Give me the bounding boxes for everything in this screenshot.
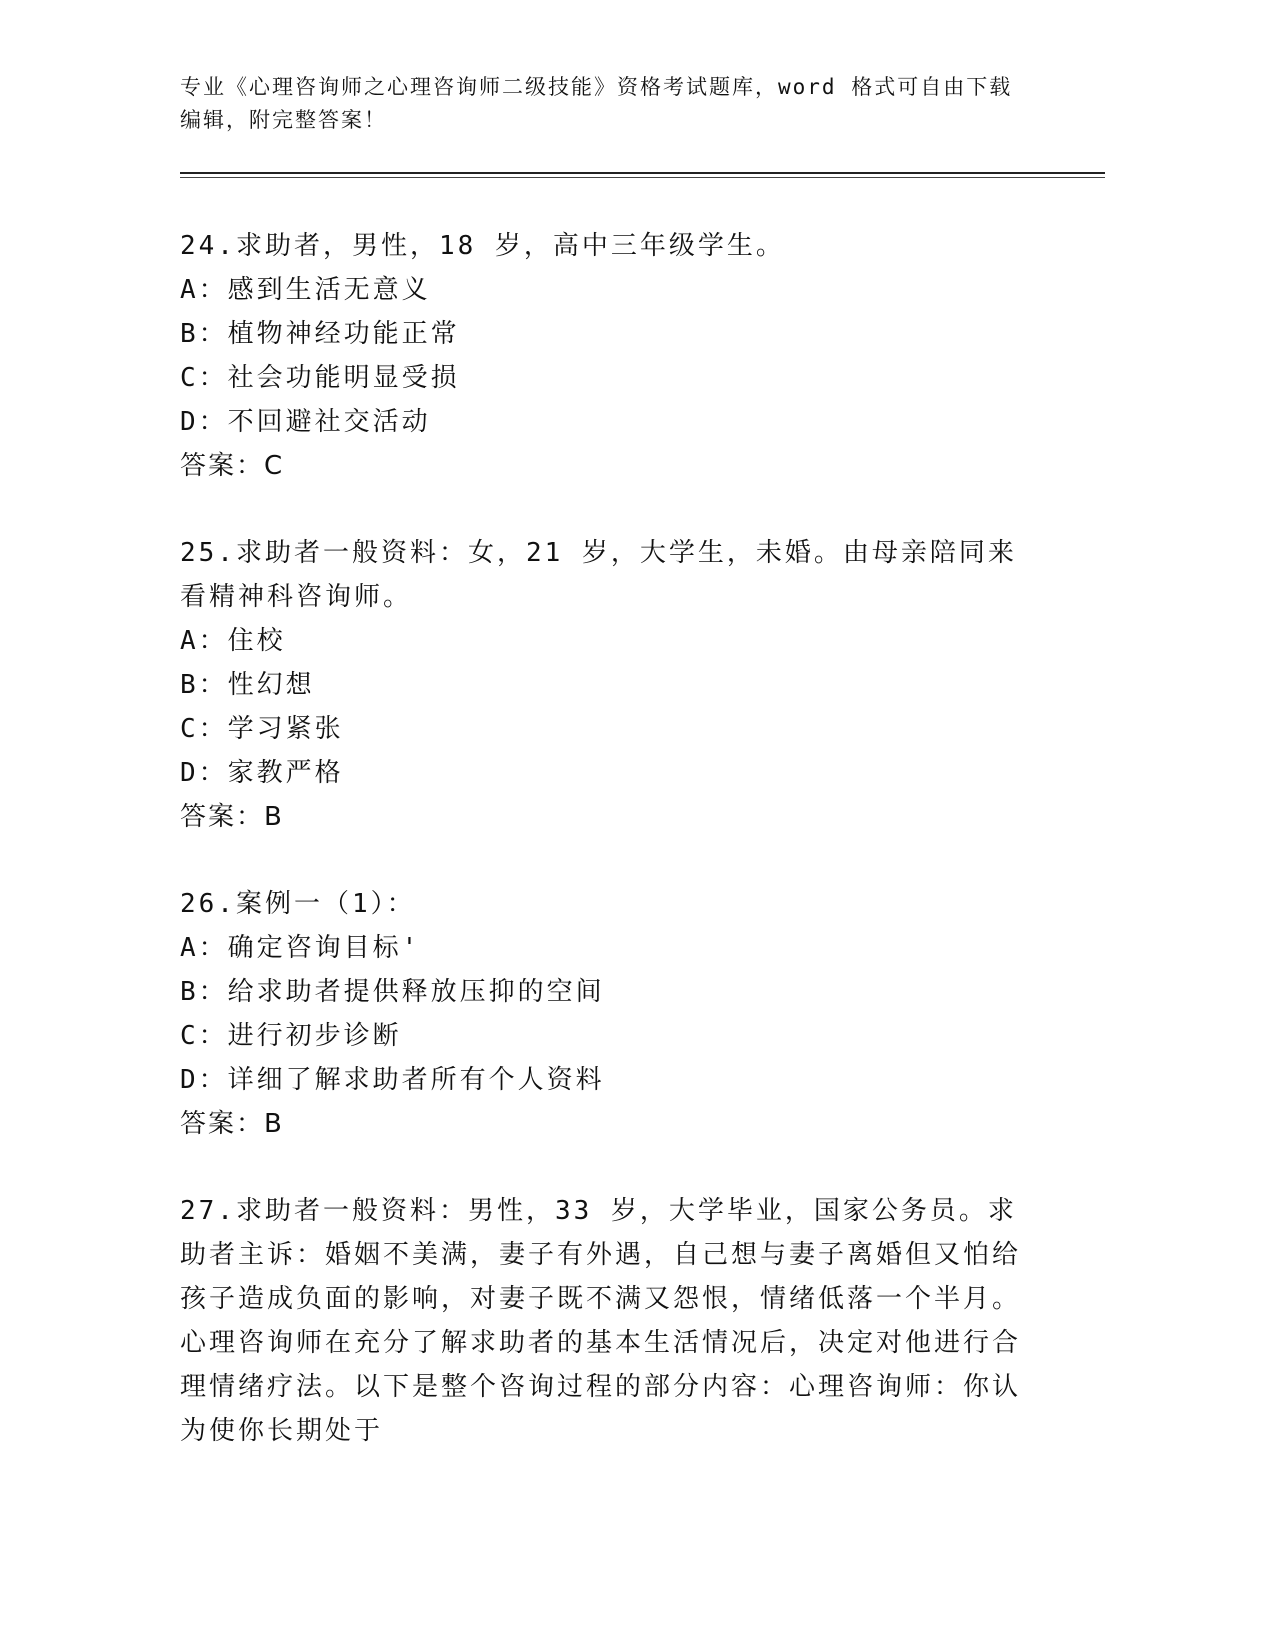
question-stem: 26.案例一（1）：: [180, 889, 416, 919]
question-list: [180, 224, 1040, 1496]
option-b: B：性幻想: [180, 670, 315, 700]
option-c: C：进行初步诊断: [180, 1021, 402, 1051]
option-a: A：确定咨询目标': [180, 933, 421, 963]
question-stem: 24.求助者，男性，18 岁，高中三年级学生。: [180, 231, 785, 261]
question-26: [180, 882, 1040, 1146]
option-c: C：学习紧张: [180, 714, 344, 744]
question-27: [180, 1189, 1040, 1453]
option-c: C：社会功能明显受损: [180, 363, 460, 393]
document-header: [180, 71, 1060, 137]
option-b: B：植物神经功能正常: [180, 319, 460, 349]
question-25: [180, 531, 1040, 839]
option-d: D：家教严格: [180, 758, 344, 788]
header-line-2: 编辑，附完整答案！: [180, 108, 387, 132]
question-24: [180, 224, 1040, 488]
option-d: D：详细了解求助者所有个人资料: [180, 1065, 605, 1095]
option-a: A：住校: [180, 626, 286, 656]
header-line-1: 专业《心理咨询师之心理咨询师二级技能》资格考试题库，word 格式可自由下载: [180, 75, 1013, 99]
answer-line: 答案：B: [180, 1109, 284, 1139]
header-divider-thin: [180, 177, 1105, 178]
answer-line: 答案：B: [180, 802, 284, 832]
option-b: B：给求助者提供释放压抑的空间: [180, 977, 605, 1007]
question-stem: 27.求助者一般资料：男性，33 岁，大学毕业，国家公务员。求助者主诉：婚姻不美满，妻子有外遇，自己想与妻子离婚但又怕给孩子造成负面的影响，对妻子既不满又怨恨，情绪低落一个半月。心理咨询师在充分了解求助者的基本生活情况后，决定对他进行合理情绪疗法。以下是整个咨询过程的部分内容：心理咨询师：你认为使你长期处于: [180, 1196, 1022, 1446]
header-divider-thick: [180, 172, 1105, 174]
option-d: D：不回避社交活动: [180, 407, 431, 437]
option-a: A：感到生活无意义: [180, 275, 431, 305]
answer-line: 答案：C: [180, 451, 285, 481]
question-stem: 25.求助者一般资料：女，21 岁，大学生，未婚。由母亲陪同来看精神科咨询师。: [180, 538, 1017, 612]
